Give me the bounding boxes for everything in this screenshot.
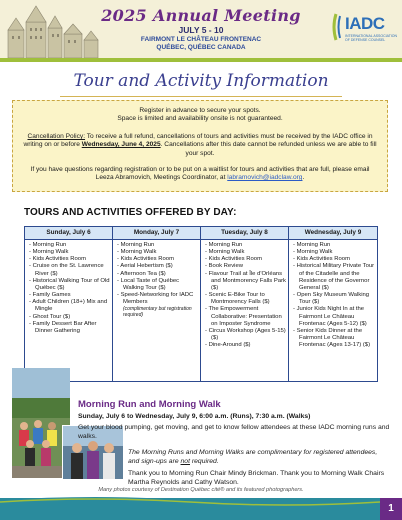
activity-list — [289, 240, 377, 349]
questions-text: If you have questions regarding registration or to be put on a waitlist for tours and activities that are full, please email Leeza Abramovich, Meetings Coordinator, at — [30, 166, 370, 182]
activity-item: - Speed-Networking for IADC Members — [117, 292, 198, 306]
activity-item: - Cruise on the St. Lawrence River ($) — [29, 263, 110, 277]
morning-run-thanks: Thank you to Morning Run Chair Mindy Brickman. Thank you to Morning Walk Chairs Martha Reynolds and Cathy Watson. — [128, 470, 385, 486]
registration-info-box — [12, 100, 388, 192]
activity-item: - Aerial Hebertism ($) — [117, 263, 198, 270]
meeting-title: 2025 Annual Meeting — [101, 6, 301, 25]
day-column-sunday — [25, 227, 113, 381]
notice-line-2: Space is limited and availability onsite is not guaranteed. — [117, 115, 283, 123]
activity-item: - Kids Activities Room — [117, 256, 198, 263]
activity-item: - Morning Walk — [29, 249, 110, 256]
activity-item: - Open Sky Museum Walking Tour ($) — [293, 292, 375, 306]
day-column-tuesday — [201, 227, 289, 381]
section-title-underline — [60, 96, 342, 97]
complimentary-not: not — [180, 458, 190, 465]
meeting-dates: JULY 5 - 10 — [178, 25, 224, 35]
day-heading: Tuesday, July 8 — [201, 227, 288, 240]
morning-run-complimentary-note — [128, 448, 390, 466]
cancellation-text-a: To receive a full refund, cancellations of tours and activities must be received by the IADC office in writing on or before — [23, 133, 373, 149]
activity-item: - Ghost Tour ($) — [29, 314, 110, 321]
offered-by-day-heading: TOURS AND ACTIVITIES OFFERED BY DAY: — [24, 207, 237, 218]
cancellation-text-b: . Cancellations after this date cannot be refunded unless we are able to fill your spot. — [160, 141, 377, 157]
activity-item: - Morning Walk — [205, 249, 286, 256]
questions-end: . — [302, 174, 305, 182]
morning-run-schedule: Sunday, July 6 to Wednesday, July 9, 6:00 a.m. (Runs), 7:30 a.m. (Walks) — [78, 413, 311, 420]
day-column-monday — [113, 227, 201, 381]
notice-line-1: Register in advance to secure your spots. — [139, 107, 261, 114]
cancellation-policy — [21, 133, 379, 158]
activity-item: - Kids Activities Room — [205, 256, 286, 263]
day-heading: Monday, July 7 — [113, 227, 200, 240]
activity-item: - Local Taste of Québec Walking Tour ($) — [117, 278, 198, 292]
iadc-logo-subtext: INTERNATIONAL ASSOCIATION OF DEFENSE COUNSEL — [345, 34, 398, 42]
activity-item: - Adult Children (18+) Mix and Mingle — [29, 299, 110, 313]
page-header — [0, 0, 402, 58]
cancellation-date: Wednesday, June 4, 2025 — [81, 141, 161, 149]
activity-item: - Morning Run — [117, 242, 198, 249]
activity-item: - Family Dessert Bar After Dinner Gathering — [29, 321, 110, 335]
activities-by-day-table — [24, 226, 378, 382]
activity-item: - Morning Run — [29, 242, 110, 249]
questions-contact — [21, 166, 379, 183]
contact-email-link[interactable]: labramovich@iadclaw.org — [227, 174, 303, 182]
activity-item: - Historical Walking Tour of Old Québec ($) — [29, 278, 110, 292]
morning-run-title: Morning Run and Morning Walk — [78, 399, 221, 410]
meeting-venue: FAIRMONT LE CHÂTEAU FRONTENAC — [140, 36, 262, 43]
page-number: 1 — [380, 498, 402, 520]
activity-item: - Senior Kids Dinner at the Fairmont Le Château Frontenac (Ages 13-17) ($) — [293, 328, 375, 349]
activity-item: - Book Review — [205, 263, 286, 270]
activity-item: - Morning Run — [293, 242, 375, 249]
activity-item: - Dine-Around ($) — [205, 342, 286, 349]
day-column-wednesday — [289, 227, 377, 381]
registration-notice — [13, 107, 387, 124]
activity-item: - Family Games — [29, 292, 110, 299]
activity-item: - Circus Workshop (Ages 5-15) ($) — [205, 328, 286, 342]
activity-list — [113, 240, 200, 318]
activity-item: - Junior Kids Night In at the Fairmont Le Château Frontenac (Ages 5-12) ($) — [293, 306, 375, 327]
activity-item: - Afternoon Tea ($) — [117, 271, 198, 278]
complimentary-text-a: The Morning Runs and Morning Walks are complimentary for registered attendees, and sign-ups are — [128, 449, 378, 465]
activity-item: - Historical Military Private Tour of the Citadelle and the Residence of the Governor General ($) — [293, 263, 375, 292]
activity-item: - Flavour Trail at Île d'Orléans and Montmorency Falls Park ($) — [205, 271, 286, 292]
activity-note: (complimentary but registration required) — [123, 306, 192, 319]
activity-list — [201, 240, 288, 349]
activity-item: - The Empowerment Collaborative: Presentation on Imposter Syndrome — [205, 306, 286, 327]
activity-item: - Morning Run — [205, 242, 286, 249]
iadc-logo-text: IADC — [345, 14, 385, 33]
day-heading: Sunday, July 6 — [25, 227, 112, 240]
morning-run-description: Get your blood pumping, get moving, and get to know fellow attendees at these IADC morning runs and walks. — [78, 424, 390, 440]
section-title: Tour and Activity Information — [73, 71, 329, 91]
activity-item: - Kids Activities Room — [29, 256, 110, 263]
complimentary-text-b: required. — [189, 458, 219, 465]
cancellation-label: Cancellation Policy: — [27, 133, 86, 140]
activity-item: - Morning Walk — [293, 249, 375, 256]
day-heading: Wednesday, July 9 — [289, 227, 377, 240]
activity-list — [25, 240, 112, 335]
footer-wave-decoration — [0, 494, 380, 520]
photo-credit: Many photos courtesy of Destination Québec cité® and its featured photographers. — [98, 487, 304, 493]
header-divider — [0, 58, 402, 62]
meeting-city: QUÉBEC, QUÉBEC CANADA — [156, 44, 246, 51]
activity-item: - Morning Walk — [117, 249, 198, 256]
activity-item: - Kids Activities Room — [293, 256, 375, 263]
activity-item: - Scenic E-Bike Tour to Montmorency Falls ($) — [205, 292, 286, 306]
